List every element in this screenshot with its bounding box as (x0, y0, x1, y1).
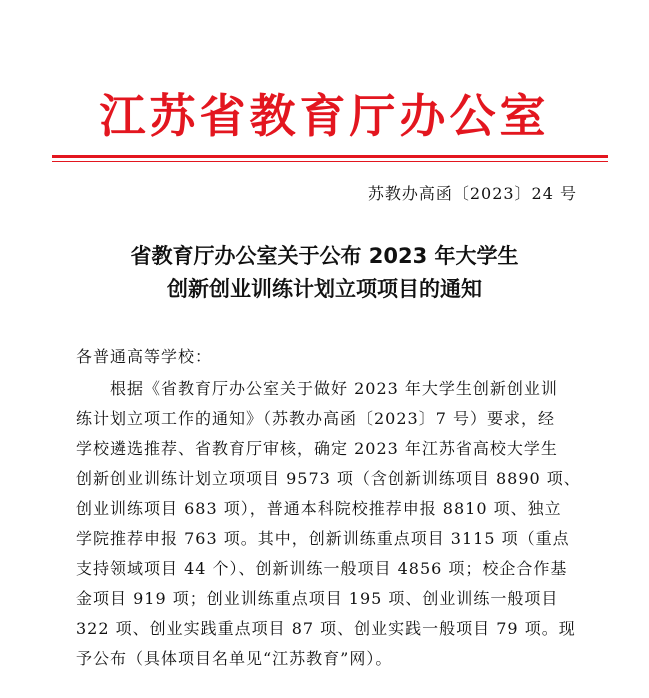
document-number: 苏教办高函〔2023〕24 号 (367, 184, 577, 203)
salutation: 各普通高等学校： (76, 347, 213, 366)
document-title-line-1: 省教育厅办公室关于公布 2023 年大学生 (130, 244, 519, 268)
body-line: 学校遴选推荐、省教育厅审核，确定 2023 年江苏省高校大学生 (76, 439, 558, 458)
body-line: 根据《省教育厅办公室关于做好 2023 年大学生创新创业训 (76, 379, 558, 398)
document-title-line-2: 创新创业训练计划立项项目的通知 (167, 277, 482, 301)
masthead-rule-thick (52, 155, 608, 158)
body-line: 支持领域项目 44 个）、创新训练一般项目 4856 项；校企合作基 (76, 559, 568, 578)
body-line: 练计划立项工作的通知》（苏教办高函〔2023〕7 号）要求，经 (76, 409, 555, 428)
document-title (0, 240, 649, 306)
body-line: 金项目 919 项；创业训练重点项目 195 项、创业训练一般项目 (76, 589, 559, 608)
body-line: 创业训练项目 683 项），普通本科院校推荐申报 8810 项、独立 (76, 499, 562, 518)
body-paragraph (76, 374, 586, 674)
body-line: 学院推荐申报 763 项。其中，创新训练重点项目 3115 项（重点 (76, 529, 570, 548)
body-line: 创新创业训练计划立项项目 9573 项（含创新训练项目 8890 项、 (76, 469, 581, 488)
body-line: 予公布（具体项目名单见“江苏教育”网）。 (76, 649, 393, 668)
masthead-title: 江苏省教育厅办公室 (99, 89, 550, 143)
body-line: 322 项、创业实践重点项目 87 项、创业实践一般项目 79 项。现 (76, 619, 576, 638)
masthead-rule-thin (52, 161, 608, 162)
